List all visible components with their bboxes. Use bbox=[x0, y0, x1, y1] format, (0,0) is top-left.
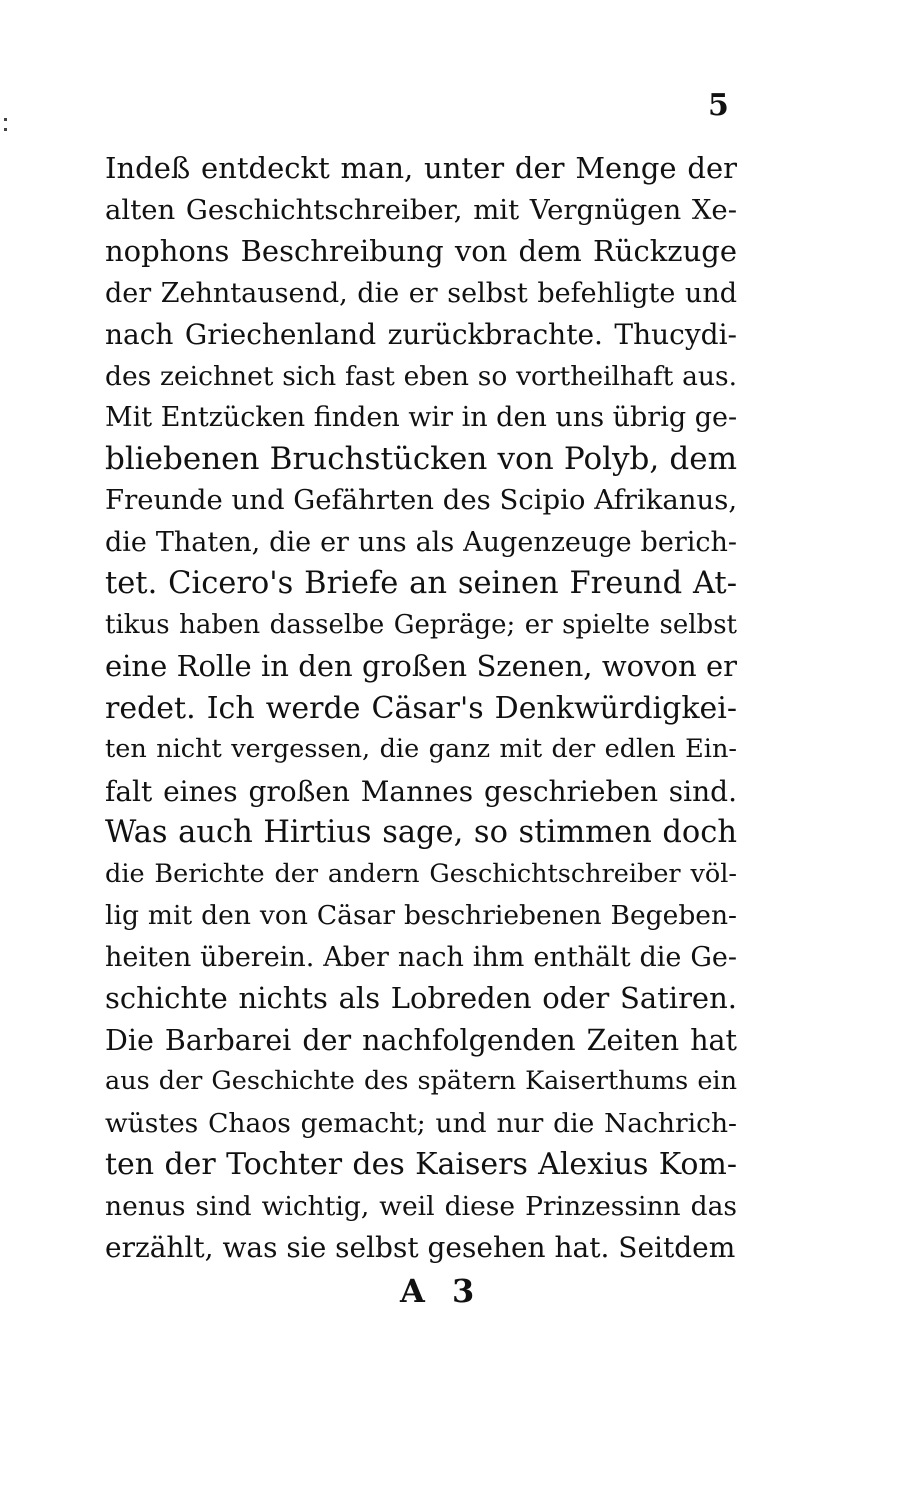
text-line: Mit Entzücken finden wir in den uns übrig ge- bbox=[105, 402, 738, 433]
text-line: ten nicht vergessen, die ganz mit der edlen Ein- bbox=[105, 734, 737, 764]
text-line: der Zehntausend, die er selbst befehligte und bbox=[105, 277, 737, 309]
text-line: Indeß entdeckt man, unter der Menge der bbox=[105, 151, 737, 185]
text-line: tikus haben dasselbe Gepräge; er spielte selbst bbox=[105, 609, 737, 640]
text-line: wüstes Chaos gemacht; und nur die Nachrich- bbox=[105, 1107, 737, 1139]
text-line: die Berichte der andern Geschichtschreiber völ- bbox=[105, 858, 737, 889]
text-line: nach Griechenland zurückbrachte. Thucydi- bbox=[105, 318, 737, 351]
text-line: aus der Geschichte des spätern Kaiserthums ein bbox=[105, 1066, 737, 1096]
text-line: lig mit den von Cäsar beschriebenen Begeben- bbox=[105, 900, 737, 931]
text-line: eine Rolle in den großen Szenen, wovon er bbox=[105, 649, 737, 683]
text-line: des zeichnet sich fast eben so vortheilhaft aus. bbox=[105, 360, 737, 392]
text-line: Freunde und Gefährten des Scipio Afrikanus, bbox=[105, 484, 738, 516]
text-line: nenus sind wichtig, weil diese Prinzessinn das bbox=[105, 1190, 737, 1222]
signature-mark: A 3 bbox=[400, 1272, 483, 1310]
text-line: redet. Ich werde Cäsar's Denkwürdigkei- bbox=[105, 690, 737, 726]
text-line: nophons Beschreibung von dem Rückzuge bbox=[105, 234, 737, 268]
text-line: ten der Tochter des Kaisers Alexius Kom- bbox=[105, 1147, 737, 1182]
text-line: schichte nichts als Lobreden oder Satiren. bbox=[105, 981, 737, 1015]
print-speck bbox=[4, 118, 7, 121]
text-line: bliebenen Bruchstücken von Polyb, dem bbox=[105, 440, 737, 477]
text-line: Was auch Hirtius sage, so stimmen doch bbox=[105, 815, 737, 850]
text-line: erzählt, was sie selbst gesehen hat. Seitdem bbox=[105, 1231, 736, 1264]
text-line: alten Geschichtschreiber, mit Vergnügen Xe- bbox=[105, 193, 737, 226]
print-speck bbox=[4, 128, 7, 131]
text-line: tet. Cicero's Briefe an seinen Freund At- bbox=[105, 566, 737, 601]
text-line: Die Barbarei der nachfolgenden Zeiten hat bbox=[105, 1023, 737, 1057]
body-text bbox=[105, 148, 737, 1269]
text-line: die Thaten, die er uns als Augenzeuge berich- bbox=[105, 526, 737, 558]
text-line: falt eines großen Mannes geschrieben sind. bbox=[105, 774, 737, 808]
page-number: 5 bbox=[708, 88, 729, 123]
text-line: heiten überein. Aber nach ihm enthält die Ge- bbox=[105, 941, 737, 973]
